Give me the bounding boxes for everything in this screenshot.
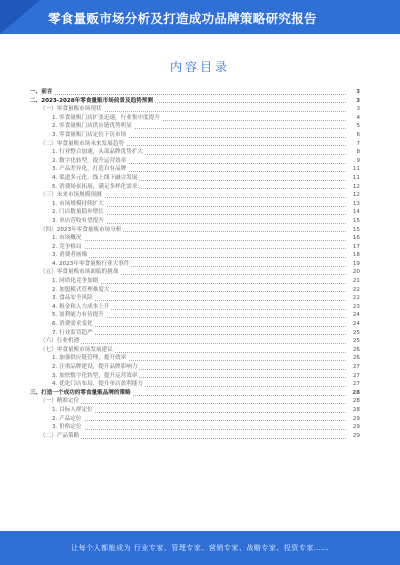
toc-entry[interactable] xyxy=(30,165,360,174)
toc-entry-text: （六）行业机遇 xyxy=(40,338,80,345)
toc-heading: 内容目录 xyxy=(169,60,230,74)
toc-entry-page: 16 xyxy=(348,234,360,243)
toc-leader-dots xyxy=(40,403,346,404)
toc-entry-text: 3. 价格定位 xyxy=(52,424,82,431)
toc-entry-text: （一）零食量贩市场现状 xyxy=(40,106,102,113)
toc-entry[interactable] xyxy=(30,415,360,424)
toc-entry[interactable] xyxy=(30,372,360,381)
toc-entry-text: 1. 目标人群定位 xyxy=(52,406,93,413)
toc-entry[interactable] xyxy=(30,234,360,243)
toc-entry[interactable] xyxy=(30,208,360,217)
toc-entry[interactable] xyxy=(30,320,360,329)
toc-entry-text: 4. 租金和人力成本上升 xyxy=(52,303,110,310)
toc-entry-text: 4. 优化门店布局，提升单店盈利能力 xyxy=(52,381,144,388)
toc-entry-page: 29 xyxy=(348,415,360,424)
toc-entry[interactable] xyxy=(30,311,360,320)
toc-entry-text: 1. 同质化竞争加剧 xyxy=(52,278,99,285)
toc-entry[interactable] xyxy=(30,423,360,432)
report-title: 零食量贩市场分析及打造成功品牌策略研究报告 xyxy=(48,11,317,26)
toc-entry-page: 19 xyxy=(348,260,360,269)
toc-entry[interactable] xyxy=(30,105,360,114)
toc-entry[interactable] xyxy=(30,148,360,157)
toc-leader-dots xyxy=(52,240,346,241)
toc-entry-text: （四）2023年零食量贩市场分析 xyxy=(40,226,122,233)
toc-leader-dots xyxy=(30,94,346,95)
toc-entry-page: 26 xyxy=(348,346,360,355)
toc-entry[interactable] xyxy=(30,88,360,97)
toc-entry[interactable] xyxy=(30,97,360,106)
toc-leader-dots xyxy=(40,343,346,344)
toc-entry-page: 25 xyxy=(348,329,360,338)
toc-entry[interactable] xyxy=(30,397,360,406)
toc-entry[interactable] xyxy=(30,268,360,277)
toc-entry-page: 5 xyxy=(348,122,360,131)
toc-entry-text: 4. 渠道多元化，线上线下融合发展 xyxy=(52,174,138,181)
toc-entry-page: 8 xyxy=(348,148,360,157)
toc-entry[interactable] xyxy=(30,329,360,338)
toc-entry-text: 三、打造一个成功的零食量贩品牌的策略 xyxy=(30,389,131,396)
toc-entry-text: （三）未来市场规模预测 xyxy=(40,192,102,199)
toc-entry-text: 3. 零食量贩门店定位下沉市场 xyxy=(52,131,127,138)
toc-entry-page: 24 xyxy=(348,320,360,329)
toc-entry[interactable] xyxy=(30,191,360,200)
toc-entry-text: 二、2023-2028年零食量贩市场前景及趋势预测 xyxy=(30,97,153,104)
toc-entry-text: 2. 数字化转型，提升运营效率 xyxy=(52,157,127,164)
toc-leader-dots xyxy=(52,420,346,421)
toc-entry-text: 2. 竞争格局 xyxy=(52,243,82,250)
toc-entry-page: 23 xyxy=(348,303,360,312)
toc-entry-text: 1. 市场概况 xyxy=(52,235,82,242)
toc-entry-text: 4. 2023年零食量贩行业大事件 xyxy=(52,260,130,267)
toc-leader-dots xyxy=(52,334,346,335)
toc-entry[interactable] xyxy=(30,294,360,303)
toc-leader-dots xyxy=(40,438,346,439)
toc-entry-page: 3 xyxy=(348,105,360,114)
toc-entry[interactable] xyxy=(30,303,360,312)
toc-leader-dots xyxy=(52,326,346,327)
toc-entry[interactable] xyxy=(30,200,360,209)
toc-entry-text: 3. 产品差异化，打造自有品牌 xyxy=(52,166,127,173)
toc-leader-dots xyxy=(52,429,346,430)
toc-entry-text: 6. 消费需求变化 xyxy=(52,321,93,328)
toc-entry-page: 4 xyxy=(348,114,360,123)
toc-entry-page: 21 xyxy=(348,277,360,286)
toc-entry[interactable] xyxy=(30,217,360,226)
toc-entry-page: 3 xyxy=(348,88,360,97)
footer-slogan: 让每个人都能成为 行业专家、管理专家、营销专家、战略专家、投资专家…… xyxy=(71,544,329,552)
toc-entry-page: 22 xyxy=(348,294,360,303)
toc-entry-page: 25 xyxy=(348,337,360,346)
toc-entry-text: 2. 注重品牌建设，提升品牌影响力 xyxy=(52,364,138,370)
toc-entry-text: （五）零食量贩市场面临的挑战 xyxy=(40,269,119,276)
toc-entry[interactable] xyxy=(30,174,360,183)
toc-entry-page: 29 xyxy=(348,423,360,432)
toc-entry-page: 20 xyxy=(348,268,360,277)
toc-entry[interactable] xyxy=(30,432,360,441)
toc-leader-dots xyxy=(52,248,346,249)
toc-entry[interactable] xyxy=(30,406,360,415)
toc-entry[interactable] xyxy=(30,251,360,260)
toc-entry[interactable] xyxy=(30,122,360,131)
toc-entry-page: 14 xyxy=(348,208,360,217)
toc-entry-text: 一、前言 xyxy=(30,89,53,95)
toc-entry-page: 22 xyxy=(348,286,360,295)
toc-entry[interactable] xyxy=(30,389,360,398)
toc-entry-page: 15 xyxy=(348,226,360,235)
toc-entry-page: 3 xyxy=(348,97,360,106)
toc-entry-page: 12 xyxy=(348,183,360,192)
toc-entry[interactable] xyxy=(30,380,360,389)
toc-entry[interactable] xyxy=(30,226,360,235)
toc-entry-page: 9 xyxy=(348,157,360,166)
toc-entry[interactable] xyxy=(30,363,360,372)
toc-entry-page: 27 xyxy=(348,372,360,381)
toc-entry-text: 1. 零食量贩门店扩张迅速，行业集中度提升 xyxy=(52,114,160,121)
toc-leader-dots xyxy=(52,257,346,258)
toc-entry-page: 29 xyxy=(348,432,360,441)
toc-entry-page: 7 xyxy=(348,140,360,149)
toc-entry[interactable] xyxy=(30,260,360,269)
toc-entry-text: （一）精准定位 xyxy=(40,398,80,405)
toc-entry-text: 2. 零食量贩门店供应链优势明显 xyxy=(52,123,132,130)
header-accent xyxy=(0,0,40,34)
toc-entry[interactable] xyxy=(30,243,360,252)
toc-entry-page: 6 xyxy=(348,131,360,140)
toc-entry-text: 1. 市场规模持续扩大 xyxy=(52,200,104,207)
toc-entry-text: （七）零食量贩市场发展建议 xyxy=(40,346,113,353)
toc-entry-text: 3. 食品安全风险 xyxy=(52,295,93,302)
toc-entry-page: 28 xyxy=(348,389,360,398)
toc-entry[interactable] xyxy=(30,286,360,295)
toc-entry-text: 5. 盈利能力有待提升 xyxy=(52,312,104,319)
toc-entry-page: 15 xyxy=(348,217,360,226)
toc-entry-text: 7. 行业监管趋严 xyxy=(52,329,93,336)
toc-entry[interactable] xyxy=(30,183,360,192)
toc-entry[interactable] xyxy=(30,157,360,166)
toc-entry-page: 27 xyxy=(348,363,360,372)
report-footer xyxy=(0,531,400,565)
toc-entry-page: 18 xyxy=(348,251,360,260)
toc-entry-text: 5. 消费场景拓展，满足多样化需求 xyxy=(52,183,138,190)
toc-entry-page: 28 xyxy=(348,406,360,415)
toc-entry[interactable] xyxy=(30,346,360,355)
toc-entry-page: 26 xyxy=(348,354,360,363)
toc-entry-text: （二）产品策略 xyxy=(40,432,80,439)
toc-entry-page: 17 xyxy=(348,243,360,252)
toc-entry-text: 3. 单店营收有望提升 xyxy=(52,217,104,224)
toc-entry-text: 3. 加快数字化转型，提升运营效率 xyxy=(52,372,138,379)
toc-entry-text: 2. 加盟模式管理难度大 xyxy=(52,286,110,293)
toc-entry[interactable] xyxy=(30,277,360,286)
table-of-contents xyxy=(30,88,360,440)
toc-entry-page: 27 xyxy=(348,380,360,389)
toc-entry-page: 13 xyxy=(348,200,360,209)
toc-leader-dots xyxy=(52,412,346,413)
toc-entry[interactable] xyxy=(30,131,360,140)
toc-entry-page: 24 xyxy=(348,311,360,320)
toc-entry[interactable] xyxy=(30,114,360,123)
report-header xyxy=(0,0,400,34)
toc-entry-text: 2. 产品定位 xyxy=(52,415,82,422)
toc-entry-page: 28 xyxy=(348,397,360,406)
toc-entry-text: 1. 加强供应链管理，提升效率 xyxy=(52,355,127,362)
toc-entry-page: 12 xyxy=(348,191,360,200)
toc-entry-text: 1. 行业整合加速，头部品牌优势扩大 xyxy=(52,149,144,156)
toc-entry[interactable] xyxy=(30,337,360,346)
toc-entry-text: 2. 门店数量稳步增长 xyxy=(52,209,104,216)
toc-leader-dots xyxy=(52,300,346,301)
toc-entry-page: 11 xyxy=(348,165,360,174)
toc-entry[interactable] xyxy=(30,354,360,363)
toc-entry[interactable] xyxy=(30,140,360,149)
toc-entry-text: （二）零食量贩市场未来发展趋势 xyxy=(40,140,124,147)
toc-entry-text: 3. 消费者画像 xyxy=(52,252,88,259)
toc-entry-page: 11 xyxy=(348,174,360,183)
